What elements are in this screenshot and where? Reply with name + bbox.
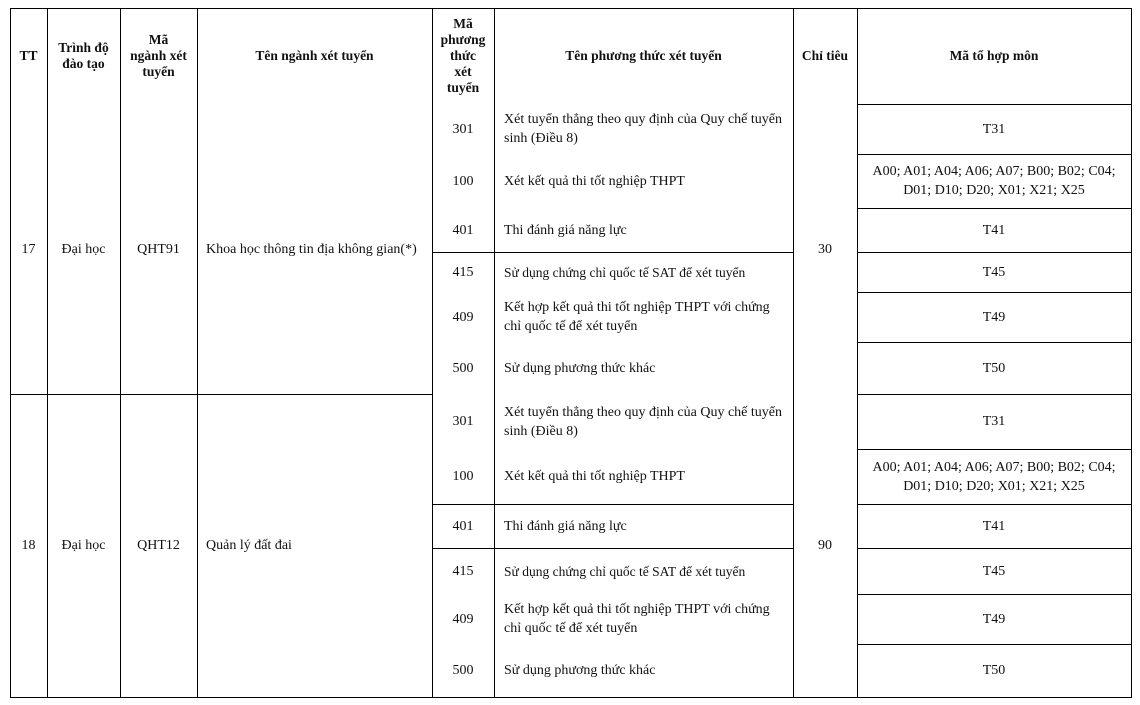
header-chi-tieu: Chỉ tiêu <box>801 48 849 63</box>
method-name: Sử dụng phương thức khác <box>504 663 656 678</box>
method-name: Xét tuyển thẳng theo quy định của Quy chế tuyển sinh (Điều 8) <box>504 112 782 146</box>
method-code: 500 <box>452 663 474 678</box>
column-divider <box>10 8 11 697</box>
row-trinh-do: Đại học <box>61 538 106 553</box>
subject-combo: A00; A01; A04; A06; A07; B00; B02; C04; D01; D10; D20; X01; X21; X25 <box>872 459 1116 494</box>
row-trinh-do: Đại học <box>61 241 106 257</box>
method-name: Kết hợp kết quả thi tốt nghiệp THPT với chứng chỉ quốc tế để xét tuyển <box>504 300 770 334</box>
column-divider <box>1131 8 1132 697</box>
row-chi-tieu: 30 <box>818 241 832 257</box>
method-name: Thi đánh giá năng lực <box>504 222 627 238</box>
header-ma-nganh: Mã ngành xét tuyển <box>130 32 187 79</box>
column-divider <box>197 8 198 697</box>
row-tt: 17 <box>21 241 36 257</box>
method-name: Sử dụng chứng chỉ quốc tế SAT để xét tuyển <box>504 563 746 579</box>
method-name: Kết hợp kết quả thi tốt nghiệp THPT với chứng chỉ quốc tế để xét tuyển <box>504 602 770 636</box>
column-divider <box>47 8 48 697</box>
subject-combo: T41 <box>982 518 1006 534</box>
method-code: 415 <box>452 264 474 280</box>
method-code: 409 <box>452 309 474 325</box>
column-divider <box>494 8 495 697</box>
column-divider <box>432 8 433 697</box>
header-ten-nganh: Tên ngành xét tuyển <box>255 48 374 63</box>
subject-combo: T49 <box>982 309 1006 325</box>
method-code: 301 <box>452 121 474 137</box>
subject-combo: T31 <box>982 121 1006 137</box>
row-ma-nganh: QHT12 <box>137 538 180 553</box>
method-code: 415 <box>452 563 474 579</box>
header-trinh-do: Trình độ đào tạo <box>58 40 109 71</box>
row-ten-nganh: Khoa học thông tin địa không gian(*) <box>206 241 417 257</box>
header-ten-phuong-thuc: Tên phương thức xét tuyển <box>565 48 722 63</box>
method-name: Sử dụng phương thức khác <box>504 360 656 376</box>
subject-combo: T50 <box>982 360 1006 376</box>
subject-combo: T45 <box>982 264 1006 280</box>
method-code: 409 <box>452 611 474 627</box>
method-code: 401 <box>452 518 474 534</box>
method-name: Thi đánh giá năng lực <box>504 518 627 534</box>
subject-combo: T45 <box>982 563 1006 579</box>
method-code: 100 <box>452 173 474 189</box>
row-ten-nganh: Quản lý đất đai <box>206 538 292 553</box>
column-divider <box>120 8 121 697</box>
method-name: Xét tuyển thẳng theo quy định của Quy chế tuyển sinh (Điều 8) <box>504 404 782 439</box>
method-name: Xét kết quả thi tốt nghiệp THPT <box>504 173 685 189</box>
subject-combo: T31 <box>982 414 1006 429</box>
header-ma-to-hop: Mã tổ hợp môn <box>949 48 1039 63</box>
table-bottom-border <box>10 697 1132 698</box>
subject-combo: T49 <box>982 611 1006 627</box>
method-code: 500 <box>452 360 474 376</box>
subject-combo: A00; A01; A04; A06; A07; B00; B02; C04; D01; D10; D20; X01; X21; X25 <box>872 164 1116 198</box>
subject-combo: T41 <box>982 222 1006 238</box>
row-chi-tieu: 90 <box>818 538 832 553</box>
header-tt: TT <box>19 48 38 63</box>
method-code: 301 <box>452 414 474 429</box>
method-code: 100 <box>452 469 474 484</box>
row-ma-nganh: QHT91 <box>137 241 180 257</box>
method-name: Sử dụng chứng chỉ quốc tế SAT để xét tuyển <box>504 264 746 280</box>
column-divider <box>793 8 794 697</box>
method-name: Xét kết quả thi tốt nghiệp THPT <box>504 469 685 484</box>
subject-combo: T50 <box>982 663 1006 678</box>
header-ma-phuong-thuc: Mã phương thức xét tuyển <box>440 16 486 95</box>
method-code: 401 <box>452 222 474 238</box>
row-tt: 18 <box>21 538 36 553</box>
